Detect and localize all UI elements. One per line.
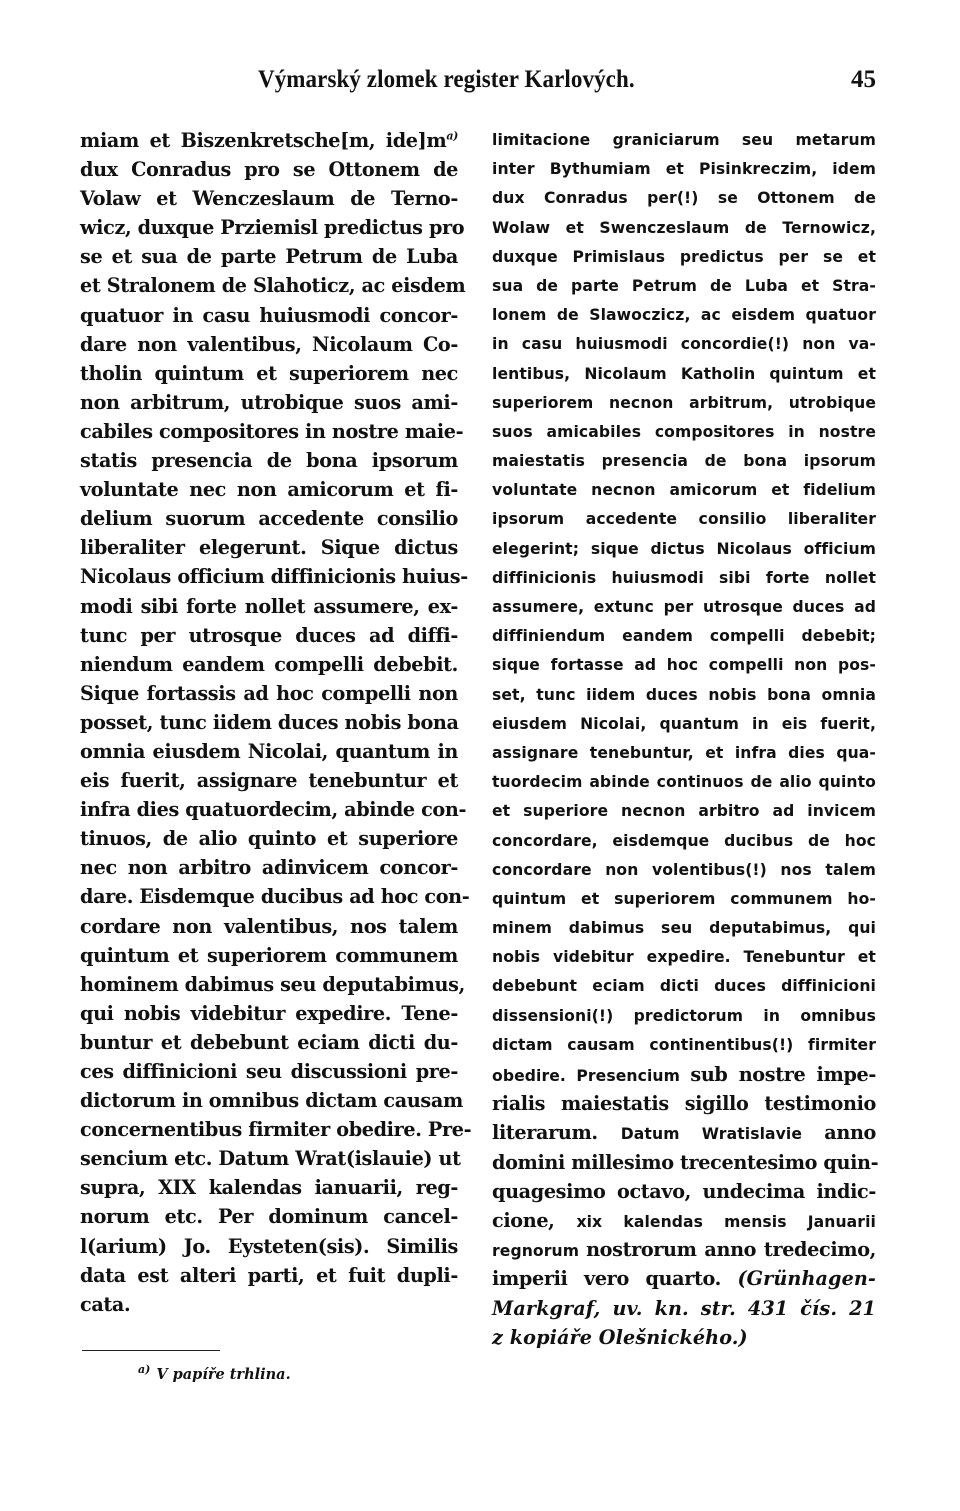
text-line: non arbitrum, utrobique suos ami-: [80, 390, 458, 414]
text-line: Wolaw et Swenczeslaum de Ternowicz,: [492, 218, 876, 237]
text-line: ipsorum accedente consilio liberaliter: [492, 510, 876, 529]
text-line: cordare non valentibus, nos talem: [80, 914, 458, 938]
text-line: elegerint; sique dictus Nicolaus officium: [492, 539, 876, 558]
text-line: statis presencia de bona ipsorum: [80, 449, 458, 473]
text-line: eis fuerit, assignare tenebuntur et: [80, 769, 458, 793]
text-line: dux Conradus pro se Ottonem de: [80, 158, 458, 182]
text-line: nec non arbitro adinvicem concor-: [80, 856, 458, 880]
text-line: [492, 1089, 876, 1118]
text-line: cata.: [80, 1292, 131, 1316]
text-segment: sub nostre impe-: [690, 1063, 876, 1086]
text-line: debebunt eciam dicti duces diffinicioni: [492, 977, 876, 996]
text-line: diffiniendum eandem compelli debebit;: [492, 627, 876, 646]
text-line: posset, tunc iidem duces nobis bona: [80, 710, 459, 734]
page-number: 45: [851, 66, 876, 93]
text-line: Volaw et Wenczeslaum de Terno-: [80, 187, 458, 211]
footnote: [138, 1363, 291, 1383]
text-segment: obedire. Presencium: [492, 1067, 691, 1085]
text-line: data est alteri parti, et fuit dupli-: [80, 1263, 458, 1287]
text-line: et superiore necnon arbitro ad invicem: [492, 802, 876, 821]
text-line: [492, 1177, 876, 1206]
text-line: omnia eiusdem Nicolai, quantum in: [80, 739, 458, 763]
text-line: assignare tenebuntur, et infra dies qua-: [492, 743, 876, 762]
text-line: lentibus, Nicolaum Katholin quintum et: [492, 364, 876, 383]
text-line: sencium etc. Datum Wrat(islauie) ut: [80, 1147, 461, 1171]
text-line: wicz, duxque Prziemisl predictus pro: [80, 216, 465, 240]
text-line: dux Conradus per(!) se Ottonem de: [492, 189, 876, 208]
text-line: lonem de Slawoczicz, ac eisdem quatuor: [492, 306, 876, 325]
text-line: hominem dabimus seu deputabimus,: [80, 972, 465, 996]
text-line: tinuos, de alio quinto et superiore: [80, 827, 458, 851]
citation-line: Markgraf, uv. kn. str. 431 čís. 21: [492, 1296, 876, 1320]
text-segment: quagesimo octavo, undecima indic-: [492, 1179, 876, 1203]
text-segment: anno: [824, 1121, 876, 1145]
text-segment: xix kalendas mensis Januarii: [576, 1212, 876, 1231]
text-line: Nicolaus officium diffinicionis huius-: [80, 565, 468, 589]
footnote-text: V papíře trhlina.: [156, 1365, 291, 1383]
text-line: dissensioni(!) predictorum in omnibus: [492, 1006, 876, 1025]
text-line: se et sua de parte Petrum de Luba: [80, 245, 458, 269]
text-line: [492, 1148, 879, 1177]
text-line: ces diffinicioni seu discussioni pre-: [80, 1060, 458, 1083]
text-line: dictam causam continentibus(!) firmiter: [492, 1035, 876, 1054]
text-line: suos amicabiles compositores in nostre: [492, 422, 876, 441]
text-line: et Stralonem de Slahoticz, ac eisdem: [80, 274, 466, 298]
text-line: minem dabimus seu deputabimus, qui: [492, 919, 876, 938]
text-line: sua de parte Petrum de Luba et Stra-: [492, 276, 876, 295]
text-line: dictorum in omnibus dictam causam: [80, 1089, 463, 1113]
text-line: concernentibus firmiter obedire. Pre-: [80, 1118, 472, 1142]
text-line: voluntate necnon amicorum et fidelium: [492, 481, 876, 500]
text-line: supra, XIX kalendas ianuarii, reg-: [80, 1176, 458, 1200]
text-line: [492, 1235, 876, 1264]
text-line: miam et Biszenkretsche[m, ide]m$^{a)}$: [80, 129, 458, 152]
text-line: assumere, extunc per utrosque duces ad: [492, 598, 876, 616]
text-line: qui nobis videbitur expedire. Tene-: [80, 1001, 458, 1025]
text-line: l(arium) Jo. Eysteten(sis). Similis: [80, 1234, 458, 1258]
text-line: buntur et debebunt eciam dicti du-: [80, 1030, 458, 1054]
text-line: cabiles compositores in nostre maie-: [80, 419, 464, 443]
text-line: quatuor in casu huiusmodi concor-: [80, 303, 458, 327]
footnote-mark: a): [138, 1363, 151, 1376]
text-line: tholin quintum et superiorem nec: [80, 361, 458, 385]
text-line: niendum eandem compelli debebit.: [80, 652, 458, 676]
text-line: Sique fortassis ad hoc compelli non: [80, 681, 458, 705]
running-header-title: Výmarský zlomek register Karlových.: [258, 66, 635, 93]
text-line: sique fortasse ad hoc compelli non pos-: [492, 656, 876, 675]
right-column-text: [492, 126, 879, 1352]
left-column-text: [80, 126, 472, 1319]
text-line: [492, 1264, 876, 1293]
text-line: quintum et superiorem communem ho-: [492, 889, 876, 908]
text-line: tuordecim abinde continuos de alio quinto: [492, 773, 876, 792]
text-line: limitacione graniciarum seu metarum: [492, 131, 876, 149]
text-line: norum etc. Per dominum cancel-: [80, 1205, 458, 1229]
text-line: duxque Primislaus predictus per se et: [492, 247, 876, 266]
text-line: delium suorum accedente consilio: [80, 507, 458, 531]
text-line: inter Bythumiam et Pisinkreczim, idem: [492, 160, 876, 179]
text-line: modi sibi forte nollet assumere, ex-: [80, 594, 458, 618]
citation-text: (Grünhagen-: [737, 1267, 876, 1291]
text-segment: rialis maiestatis sigillo testimonio: [492, 1092, 876, 1116]
text-line: concordare non volentibus(!) nos talem: [492, 860, 876, 879]
footnote-divider: [82, 1350, 220, 1351]
text-segment: Datum Wratislavie: [620, 1125, 825, 1144]
text-line: set, tunc iidem duces nobis bona omnia: [492, 685, 876, 704]
text-segment: domini millesimo trecentesimo quin-: [492, 1150, 879, 1174]
citation-line: z kopiáře Olešnického.): [492, 1325, 748, 1349]
text-line: dare. Eisdemque ducibus ad hoc con-: [80, 885, 470, 909]
text-line: voluntate nec non amicorum et fi-: [80, 478, 458, 502]
text-line: nobis videbitur expedire. Tenebuntur et: [492, 948, 876, 967]
text-line: concordare, eisdemque ducibus de hoc: [492, 831, 876, 850]
text-segment: nostrorum anno tredecimo,: [586, 1238, 876, 1262]
text-line: diffinicionis huiusmodi sibi forte nollet: [492, 568, 876, 587]
text-line: maiestatis presencia de bona ipsorum: [492, 452, 876, 471]
text-segment: cione,: [492, 1208, 577, 1232]
text-segment: regnorum: [492, 1242, 587, 1261]
text-line: quintum et superiorem communem: [80, 943, 458, 967]
text-line: liberaliter elegerunt. Sique dictus: [80, 536, 458, 560]
text-line: tunc per utrosque duces ad diffi-: [80, 623, 458, 647]
text-line: [492, 1118, 876, 1147]
text-line: in casu huiusmodi concordie(!) non va-: [492, 335, 876, 354]
running-header: [80, 66, 876, 102]
text-line: eiusdem Nicolai, quantum in eis fuerit,: [492, 714, 876, 733]
text-segment: literarum.: [492, 1121, 621, 1145]
text-line: infra dies quatuordecim, abinde con-: [80, 798, 467, 822]
footnote-reference: a): [446, 129, 458, 143]
text-segment: imperii vero quarto.: [492, 1267, 738, 1291]
text-line: superiorem necnon arbitrum, utrobique: [492, 393, 876, 412]
text-line: [492, 1060, 876, 1089]
text-line: dare non valentibus, Nicolaum Co-: [80, 332, 458, 356]
text-line: [492, 1206, 876, 1235]
